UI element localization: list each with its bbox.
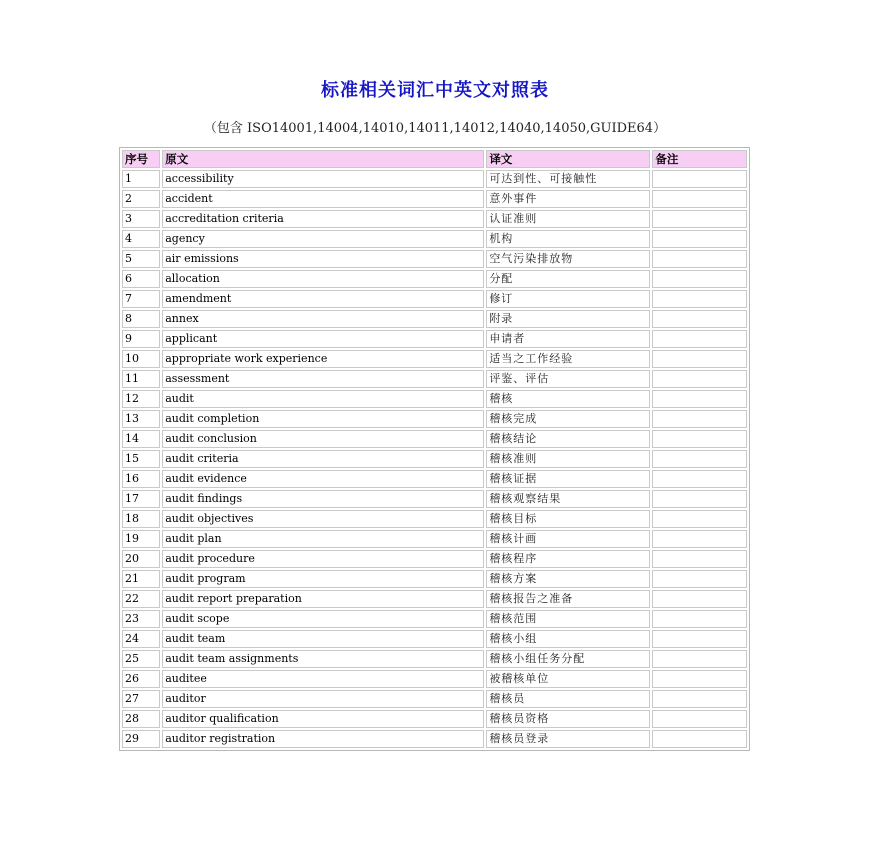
cell-number: 14	[122, 430, 160, 448]
cell-remarks	[652, 310, 747, 328]
cell-original: agency	[162, 230, 484, 248]
table-row	[122, 350, 747, 368]
cell-number: 15	[122, 450, 160, 468]
cell-translation: 稽核员登录	[486, 730, 650, 748]
table-row	[122, 250, 747, 268]
cell-original: auditor qualification	[162, 710, 484, 728]
table-row	[122, 270, 747, 288]
cell-number: 11	[122, 370, 160, 388]
cell-translation: 稽核目标	[486, 510, 650, 528]
cell-translation: 稽核观察结果	[486, 490, 650, 508]
cell-translation: 稽核员资格	[486, 710, 650, 728]
cell-translation: 评鉴、评估	[486, 370, 650, 388]
cell-translation: 稽核	[486, 390, 650, 408]
table-row	[122, 290, 747, 308]
cell-remarks	[652, 630, 747, 648]
table-row	[122, 370, 747, 388]
table-body	[122, 170, 747, 748]
cell-remarks	[652, 170, 747, 188]
cell-number: 24	[122, 630, 160, 648]
cell-remarks	[652, 650, 747, 668]
table-row	[122, 570, 747, 588]
cell-original: audit	[162, 390, 484, 408]
table-row	[122, 550, 747, 568]
cell-translation: 机构	[486, 230, 650, 248]
cell-number: 8	[122, 310, 160, 328]
cell-translation: 稽核小组任务分配	[486, 650, 650, 668]
cell-translation: 稽核计画	[486, 530, 650, 548]
table-header-row	[122, 150, 747, 168]
table-row	[122, 390, 747, 408]
cell-original: accident	[162, 190, 484, 208]
cell-number: 20	[122, 550, 160, 568]
cell-remarks	[652, 410, 747, 428]
cell-remarks	[652, 250, 747, 268]
cell-original: auditor registration	[162, 730, 484, 748]
cell-translation: 修订	[486, 290, 650, 308]
cell-remarks	[652, 190, 747, 208]
cell-remarks	[652, 350, 747, 368]
table-row	[122, 210, 747, 228]
cell-number: 17	[122, 490, 160, 508]
cell-original: audit report preparation	[162, 590, 484, 608]
cell-number: 28	[122, 710, 160, 728]
cell-remarks	[652, 590, 747, 608]
cell-original: annex	[162, 310, 484, 328]
cell-original: audit evidence	[162, 470, 484, 488]
table-row	[122, 470, 747, 488]
table-row	[122, 690, 747, 708]
table-row	[122, 230, 747, 248]
cell-remarks	[652, 610, 747, 628]
cell-original: air emissions	[162, 250, 484, 268]
cell-number: 7	[122, 290, 160, 308]
cell-original: auditor	[162, 690, 484, 708]
cell-translation: 稽核员	[486, 690, 650, 708]
cell-original: audit team assignments	[162, 650, 484, 668]
cell-translation: 附录	[486, 310, 650, 328]
table-row	[122, 730, 747, 748]
cell-number: 13	[122, 410, 160, 428]
cell-translation: 稽核方案	[486, 570, 650, 588]
cell-remarks	[652, 390, 747, 408]
table-row	[122, 670, 747, 688]
cell-translation: 稽核报告之准备	[486, 590, 650, 608]
cell-number: 1	[122, 170, 160, 188]
cell-original: allocation	[162, 270, 484, 288]
table-row	[122, 490, 747, 508]
table-row	[122, 510, 747, 528]
table-row	[122, 190, 747, 208]
cell-translation: 被稽核单位	[486, 670, 650, 688]
cell-remarks	[652, 510, 747, 528]
cell-remarks	[652, 230, 747, 248]
cell-original: audit completion	[162, 410, 484, 428]
cell-translation: 申请者	[486, 330, 650, 348]
cell-original: amendment	[162, 290, 484, 308]
cell-remarks	[652, 710, 747, 728]
header-remarks: 备注	[652, 150, 747, 168]
cell-translation: 意外事件	[486, 190, 650, 208]
page-title: 标准相关词汇中英文对照表	[321, 80, 549, 101]
cell-translation: 稽核准则	[486, 450, 650, 468]
cell-remarks	[652, 430, 747, 448]
header-translation: 译文	[486, 150, 650, 168]
cell-remarks	[652, 490, 747, 508]
cell-number: 9	[122, 330, 160, 348]
cell-remarks	[652, 470, 747, 488]
table-row	[122, 530, 747, 548]
cell-translation: 认证准则	[486, 210, 650, 228]
table-row	[122, 410, 747, 428]
cell-original: audit procedure	[162, 550, 484, 568]
cell-translation: 稽核结论	[486, 430, 650, 448]
cell-translation: 分配	[486, 270, 650, 288]
header-number: 序号	[122, 150, 160, 168]
cell-translation: 稽核完成	[486, 410, 650, 428]
cell-remarks	[652, 290, 747, 308]
cell-original: accreditation criteria	[162, 210, 484, 228]
cell-original: assessment	[162, 370, 484, 388]
cell-remarks	[652, 270, 747, 288]
table-row	[122, 450, 747, 468]
table-row	[122, 590, 747, 608]
cell-remarks	[652, 690, 747, 708]
cell-original: audit scope	[162, 610, 484, 628]
cell-remarks	[652, 370, 747, 388]
cell-translation: 适当之工作经验	[486, 350, 650, 368]
cell-number: 29	[122, 730, 160, 748]
table-row	[122, 330, 747, 348]
cell-number: 19	[122, 530, 160, 548]
table-row	[122, 170, 747, 188]
cell-number: 4	[122, 230, 160, 248]
cell-number: 21	[122, 570, 160, 588]
table-row	[122, 650, 747, 668]
cell-translation: 可达到性、可接触性	[486, 170, 650, 188]
cell-number: 5	[122, 250, 160, 268]
page-subtitle: （包含 ISO14001,14004,14010,14011,14012,14040,14050,GUIDE64）	[203, 121, 667, 136]
cell-original: audit objectives	[162, 510, 484, 528]
cell-number: 22	[122, 590, 160, 608]
cell-remarks	[652, 530, 747, 548]
cell-original: audit program	[162, 570, 484, 588]
cell-number: 16	[122, 470, 160, 488]
cell-translation: 空气污染排放物	[486, 250, 650, 268]
table-row	[122, 310, 747, 328]
cell-number: 12	[122, 390, 160, 408]
cell-original: accessibility	[162, 170, 484, 188]
cell-number: 26	[122, 670, 160, 688]
cell-number: 3	[122, 210, 160, 228]
cell-translation: 稽核证据	[486, 470, 650, 488]
table-row	[122, 430, 747, 448]
cell-number: 2	[122, 190, 160, 208]
cell-translation: 稽核范围	[486, 610, 650, 628]
cell-remarks	[652, 330, 747, 348]
cell-number: 18	[122, 510, 160, 528]
cell-remarks	[652, 450, 747, 468]
cell-original: appropriate work experience	[162, 350, 484, 368]
cell-original: audit criteria	[162, 450, 484, 468]
cell-remarks	[652, 730, 747, 748]
cell-number: 25	[122, 650, 160, 668]
table-row	[122, 610, 747, 628]
cell-remarks	[652, 670, 747, 688]
cell-number: 10	[122, 350, 160, 368]
vocabulary-table	[119, 147, 750, 751]
cell-translation: 稽核小组	[486, 630, 650, 648]
header-original: 原文	[162, 150, 484, 168]
cell-number: 6	[122, 270, 160, 288]
cell-original: audit plan	[162, 530, 484, 548]
cell-number: 27	[122, 690, 160, 708]
table-row	[122, 710, 747, 728]
cell-number: 23	[122, 610, 160, 628]
cell-remarks	[652, 210, 747, 228]
cell-original: audit findings	[162, 490, 484, 508]
cell-original: auditee	[162, 670, 484, 688]
cell-original: audit conclusion	[162, 430, 484, 448]
cell-translation: 稽核程序	[486, 550, 650, 568]
table-row	[122, 630, 747, 648]
cell-remarks	[652, 550, 747, 568]
cell-original: audit team	[162, 630, 484, 648]
cell-remarks	[652, 570, 747, 588]
cell-original: applicant	[162, 330, 484, 348]
